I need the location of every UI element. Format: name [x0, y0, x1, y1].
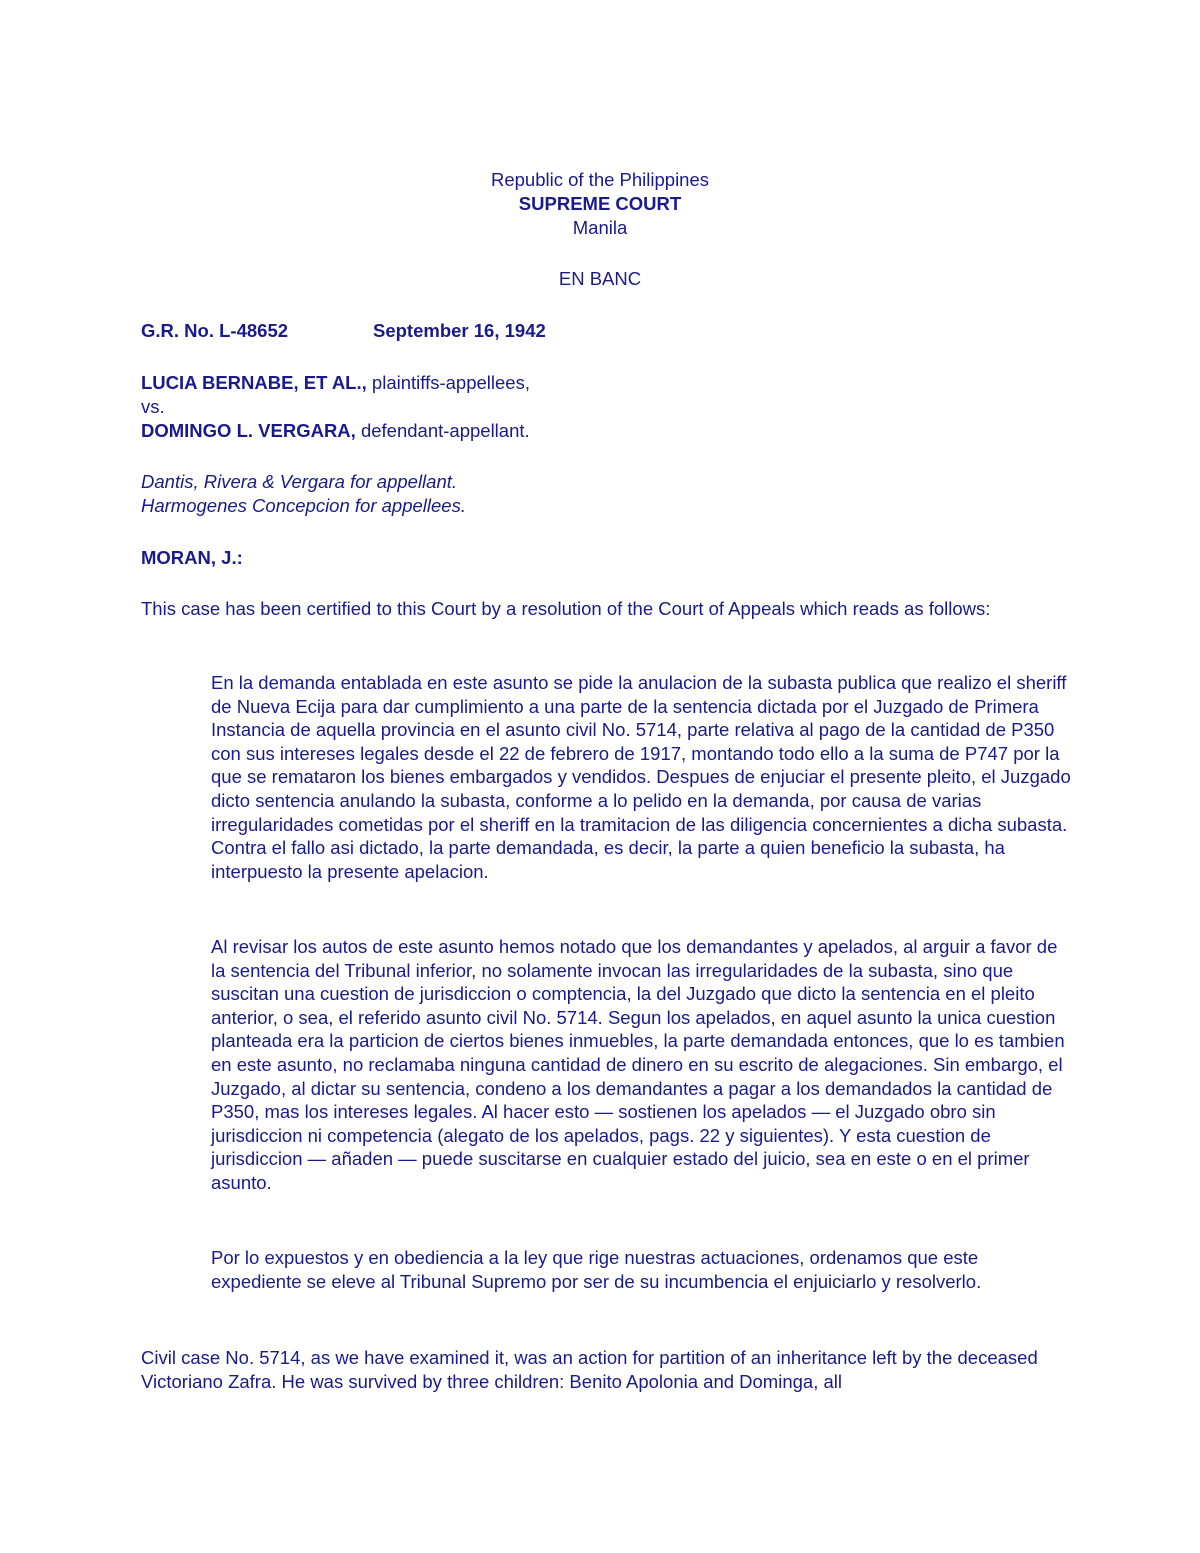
quoted-paragraph-1: En la demanda entablada en este asunto se pide la anulacion de la subasta publica que realizo el sheriff de Nueva Ecija para dar cumplimiento a una parte de la sentencia dictada por el Juzgado de Primera Instancia de aquella provincia en el asunto civil No. 5714, parte relativa al pago de la cantidad de P350 con sus intereses legales desde el 22 de febrero de 1917, montando todo ello a la suma de P747 por la que se remataron los bienes embargados y vendidos. Despues de enjuciar el presente pleito, el Juzgado dicto sentencia anulando la subasta, conforme a lo pelido en la demanda, por causa de varias irregularidades cometidas por el sheriff en la tramitacion de las diligencia concernientes a dicha subasta. Contra el fallo asi dictado, la parte demandada, es decir, la parte a quien beneficio la subasta, ha interpuesto la presente apelacion. [211, 672, 1071, 882]
division-heading: EN BANC [558, 268, 642, 289]
quoted-paragraph-2: Al revisar los autos de este asunto hemos notado que los demandantes y apelados, al arguir a favor de la sentencia del Tribunal inferior, no solamente invocan las irregularidades de la subasta, sino que suscitan una cuestion de jurisdiccion o comptencia, la del Juzgado que dicto la sentencia en el pleito anterior, o sea, el referido asunto civil No. 5714. Segun los apelados, en aquel asunto la unica cuestion planteada era la particion de ciertos bienes inmuebles, la parte demandada entonces, que lo es tambien en este asunto, no reclamaba ninguna cantidad de dinero en su escrito de alegaciones. Sin embargo, el Juzgado, al dictar su sentencia, condeno a los demandantes a pagar a los demandados la cantidad de P350, mas los intereses legales. Al hacer esto — sostienen los apelados — el Juzgado obro sin jurisdiccion ni competencia (alegato de los apelados, pags. 22 y siguientes). Y esta cuestion de jurisdiccion — añaden — puede suscitarse en cualquier estado del juicio, sea en este o en el primer asunto. [211, 936, 1065, 1193]
defendant-line [141, 419, 530, 443]
closing-paragraph: Civil case No. 5714, as we have examined it, was an action for partition of an inheritance left by the deceased Victoriano Zafra. He was survived by three children: Benito Apolonia and Dominga, all [141, 1347, 1038, 1392]
ponente: MORAN, J.: [141, 547, 243, 568]
court-heading: SUPREME COURT [518, 193, 682, 214]
quoted-paragraph-3: Por lo expuestos y en obediencia a la ley que rige nuestras actuaciones, ordenamos que este expediente se eleve al Tribunal Supremo por ser de su incumbencia el enjuiciarlo y resolverlo. [211, 1247, 982, 1292]
versus-line: vs. [141, 396, 165, 417]
counsel-appellant: Dantis, Rivera & Vergara for appellant. [141, 471, 458, 492]
plaintiffs-role: plaintiffs-appellees, [366, 372, 530, 393]
defendant-name: DOMINGO L. VERGARA, [141, 420, 356, 441]
city-heading: Manila [572, 217, 628, 238]
plaintiffs-line [141, 371, 530, 395]
intro-paragraph: This case has been certified to this Court by a resolution of the Court of Appeals which reads as follows: [141, 598, 991, 619]
case-date: September 16, 1942 [373, 320, 546, 341]
counsel-appellees: Harmogenes Concepcion for appellees. [141, 495, 466, 516]
case-number: G.R. No. L-48652 [141, 320, 289, 341]
defendant-role: defendant-appellant. [355, 420, 530, 441]
plaintiffs-name: LUCIA BERNABE, ET AL., [141, 372, 367, 393]
republic-heading: Republic of the Philippines [490, 169, 710, 190]
